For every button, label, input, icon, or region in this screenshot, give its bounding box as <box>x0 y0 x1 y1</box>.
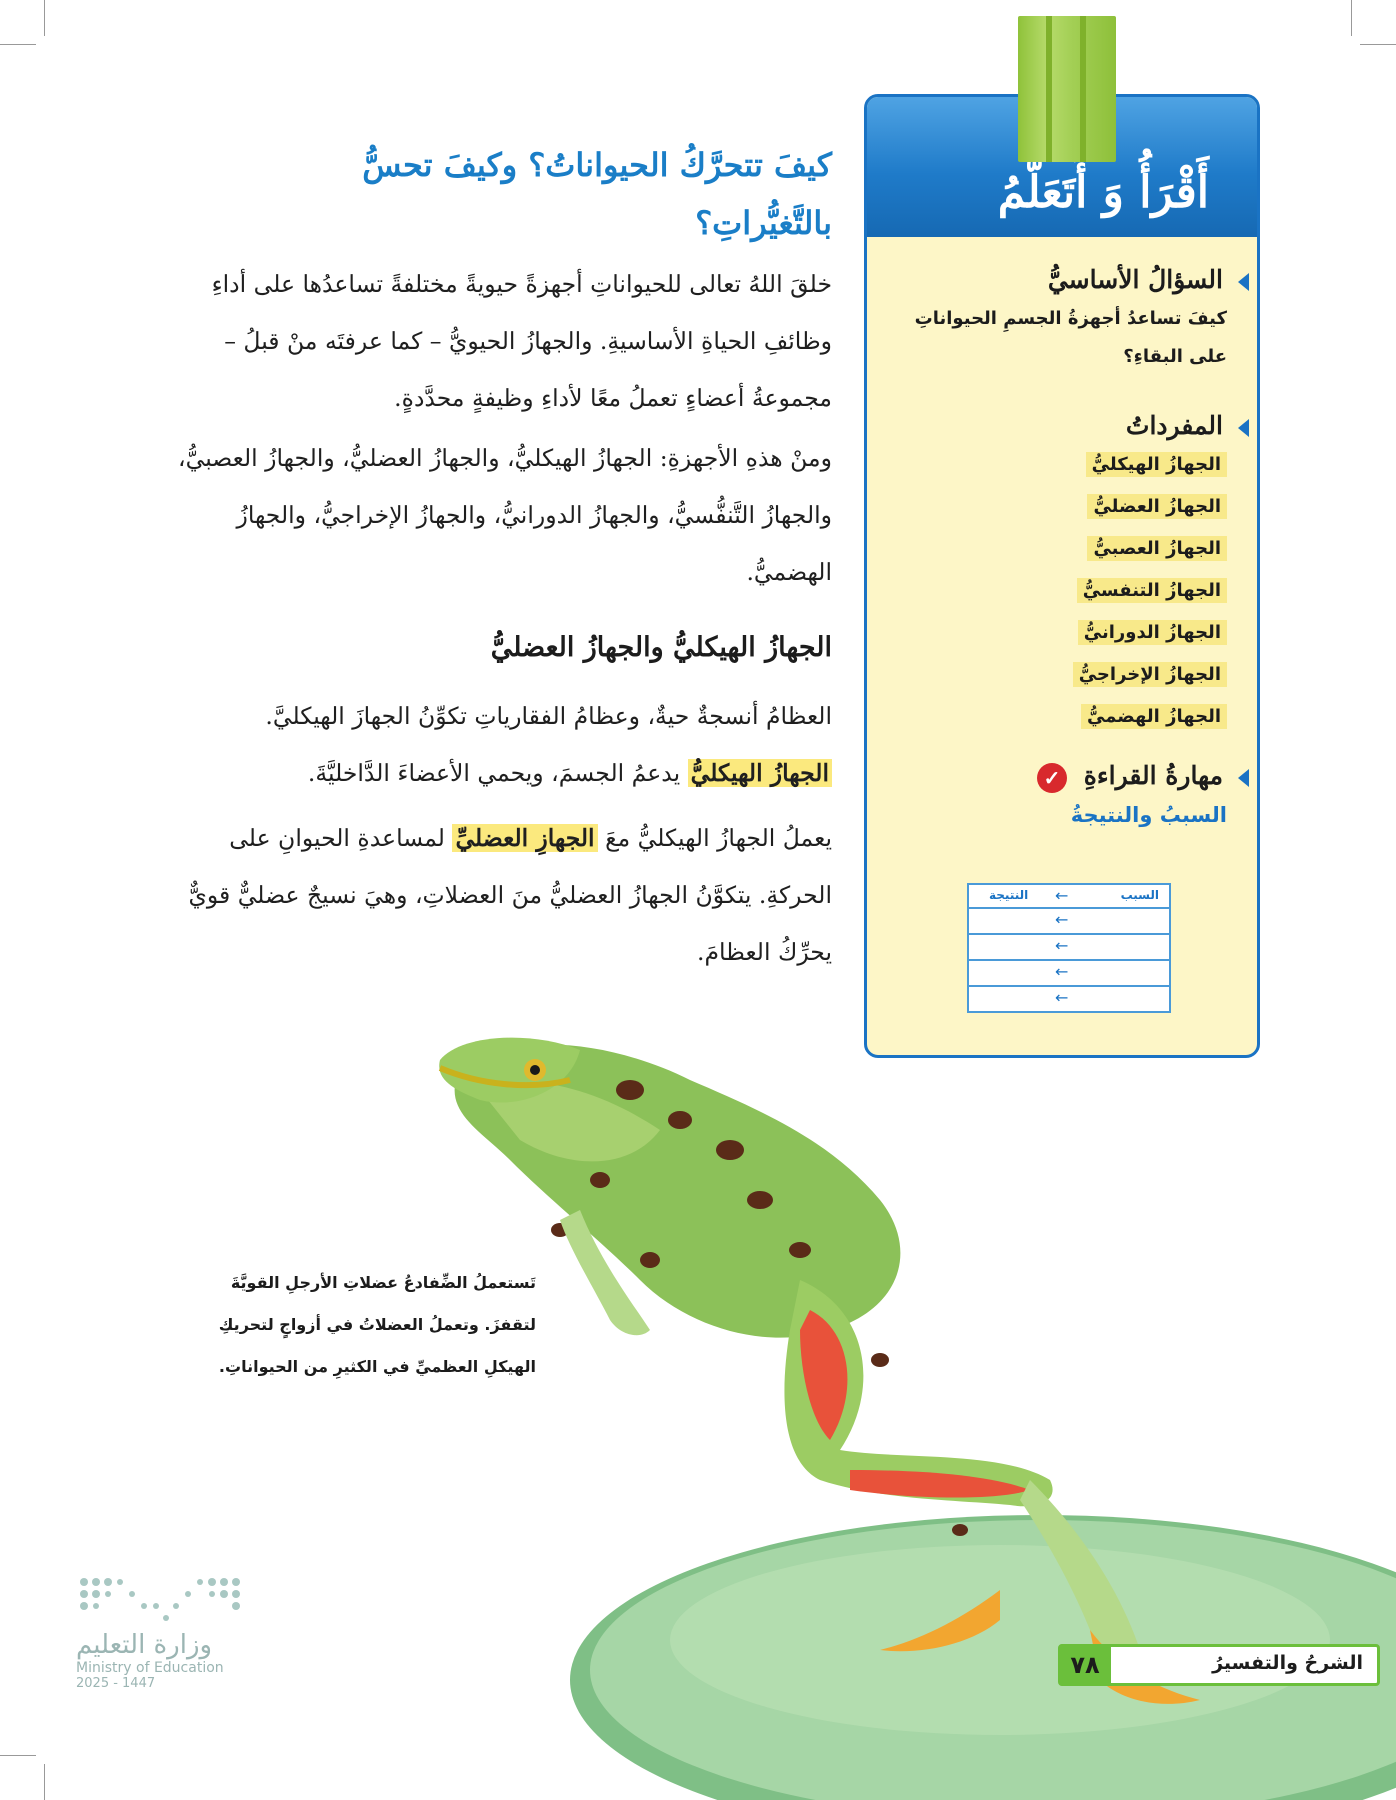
lesson-title <box>160 136 832 252</box>
essential-question-line: كيفَ تساعدُ أجهزةُ الجسمِ الحيواناتِ <box>914 308 1227 329</box>
caption-line: لتقفزَ. وتعملُ العضلاتُ في أزواجٍ لتحريكِ <box>218 1315 536 1334</box>
organizer-cause-label: السبب <box>1120 888 1159 902</box>
read-and-learn-sidebar <box>864 94 1260 1058</box>
crop-mark <box>0 44 36 45</box>
triangle-pointer-icon <box>1238 419 1249 437</box>
vocabulary-item <box>883 486 1227 528</box>
left-arrow-icon: ← <box>1055 962 1069 981</box>
triangle-pointer-icon <box>1238 273 1249 291</box>
organizer-row <box>969 933 1169 959</box>
crop-mark <box>44 1764 45 1800</box>
paragraph-fragment: لمساعدةِ الحيوانِ على الحركةِ. يتكوَّنُ الجهازُ العضليُّ منَ العضلاتِ، وهيَ نسيجٌ عضليٌّ قويٌّ يحرِّكُ العظامَ. <box>188 824 832 966</box>
vocabulary-item <box>883 612 1227 654</box>
highlighted-term: الجهازِ العضليِّ <box>452 824 597 852</box>
reading-skill-heading-text: مهارةُ القراءةِ <box>1083 761 1223 790</box>
left-arrow-icon: ← <box>1055 988 1069 1007</box>
page-footer <box>1058 1644 1380 1686</box>
muscular-paragraph <box>160 810 832 981</box>
paragraph-text: ومنْ هذهِ الأجهزةِ: الجهازُ الهيكليُّ، والجهازُ العضليُّ، والجهازُ العصبيُّ، والجهازُ التَّنفُّسيُّ، والجهازُ الدورانيُّ، والجهازُ الإخراجيُّ، والجهازُ الهضميُّ. <box>178 444 832 586</box>
organizer-effect-label: النتيجة <box>989 888 1029 902</box>
crop-mark <box>1360 44 1396 45</box>
essential-question-line: على البقاءِ؟ <box>1123 346 1227 367</box>
footer-section-label: الشرحُ والتفسيرُ <box>1212 1652 1363 1674</box>
organizer-row <box>969 959 1169 985</box>
left-arrow-icon: ← <box>1055 936 1069 955</box>
paragraph-text <box>160 688 832 802</box>
vocabulary-item <box>883 570 1227 612</box>
vocabulary-list <box>883 444 1237 738</box>
crop-mark <box>1351 0 1352 36</box>
essential-question-text <box>883 300 1237 376</box>
paragraph-line: العظامُ أنسجةٌ حيةٌ، وعظامُ الفقارياتِ تكوِّنُ الجهازَ الهيكليَّ. <box>265 702 832 730</box>
triangle-pointer-icon <box>1238 769 1249 787</box>
essential-question-heading <box>883 265 1237 294</box>
left-arrow-icon: ← <box>1055 910 1069 929</box>
caption-line: تَستعملُ الضِّفادعُ عضلاتِ الأرجلِ القويَّةَ <box>230 1273 536 1292</box>
paragraph-text: خلقَ اللهُ تعالى للحيواناتِ أجهزةً حيويةً مختلفةً تساعدُها على أداءِ وظائفِ الحياةِ الأساسيةِ. والجهازُ الحيويُّ – كما عرفتَه منْ قبلُ – مجموعةُ أعضاءٍ تعملُ معًا لأداءِ وظيفةٍ محدَّدةٍ. <box>211 270 832 412</box>
highlighted-term: الجهازُ الهيكليُّ <box>688 759 832 787</box>
lesson-title-line: بالتَّغيُّراتِ؟ <box>695 204 832 242</box>
bookmark-ribbon <box>1018 16 1116 162</box>
organizer-header-row <box>969 885 1169 907</box>
vocabulary-item <box>883 444 1227 486</box>
vocabulary-term: الجهازُ التنفسيُّ <box>1077 578 1227 603</box>
reading-skill-heading <box>883 761 1237 793</box>
ministry-year: 2025 - 1447 <box>76 1676 156 1691</box>
intro-paragraph <box>160 256 832 427</box>
ministry-name-en: Ministry of Education <box>76 1660 224 1676</box>
vocabulary-item <box>883 654 1227 696</box>
vocabulary-item <box>883 696 1227 738</box>
paragraph-line: يدعمُ الجسمَ، ويحمي الأعضاءَ الدَّاخليَّةَ. <box>307 759 681 787</box>
cause-effect-organizer <box>967 883 1171 1013</box>
ribbon-stripe <box>1046 16 1052 162</box>
vocabulary-term: الجهازُ العضليُّ <box>1087 494 1227 519</box>
vocabulary-section <box>883 411 1237 738</box>
sidebar-title: أَقْرَأُ وَ أَتَعَلَّمُ <box>997 167 1209 218</box>
essential-question-section <box>883 265 1237 376</box>
vocabulary-term: الجهازُ الدورانيُّ <box>1078 620 1227 645</box>
reading-skill-name: السببُ والنتيجةُ <box>1070 802 1227 827</box>
ribbon-stripe <box>1080 16 1086 162</box>
section-subheading: الجهازُ الهيكليُّ والجهازُ العضليُّ <box>490 632 832 663</box>
ministry-logo <box>76 1574 256 1691</box>
vocabulary-item <box>883 528 1227 570</box>
left-arrow-icon: ← <box>1055 886 1069 905</box>
crop-mark <box>0 1755 36 1756</box>
organizer-row <box>969 985 1169 1011</box>
vocabulary-term: الجهازُ العصبيُّ <box>1087 536 1227 561</box>
caption-line: الهيكلِ العظميِّ في الكثيرِ من الحيواناتِ. <box>218 1357 536 1376</box>
lesson-title-line: كيفَ تتحرَّكُ الحيواناتُ؟ وكيفَ تحسُّ <box>362 146 832 184</box>
ministry-name-ar: وزارة التعليم <box>76 1630 213 1660</box>
paragraph-text <box>160 810 832 981</box>
organizer-row <box>969 907 1169 933</box>
vocabulary-term: الجهازُ الإخراجيُّ <box>1073 662 1227 687</box>
vocabulary-term: الجهازُ الهضميُّ <box>1081 704 1227 729</box>
vocabulary-heading <box>883 411 1237 440</box>
skeletal-paragraph <box>160 688 832 802</box>
figure-caption <box>176 1262 536 1388</box>
essential-question-heading-text: السؤالُ الأساسيُّ <box>1047 265 1223 294</box>
ministry-dots-icon <box>76 1574 246 1626</box>
crop-mark <box>44 0 45 36</box>
vocabulary-heading-text: المفرداتُ <box>1125 411 1223 440</box>
systems-paragraph <box>160 430 832 601</box>
reading-skill-section <box>883 761 1237 827</box>
page-number: ٧٨ <box>1059 1644 1111 1686</box>
paragraph-fragment: يعملُ الجهازُ الهيكليُّ معَ <box>605 824 832 852</box>
check-circle-icon: ✓ <box>1037 763 1067 793</box>
vocabulary-term: الجهازُ الهيكليُّ <box>1086 452 1227 477</box>
